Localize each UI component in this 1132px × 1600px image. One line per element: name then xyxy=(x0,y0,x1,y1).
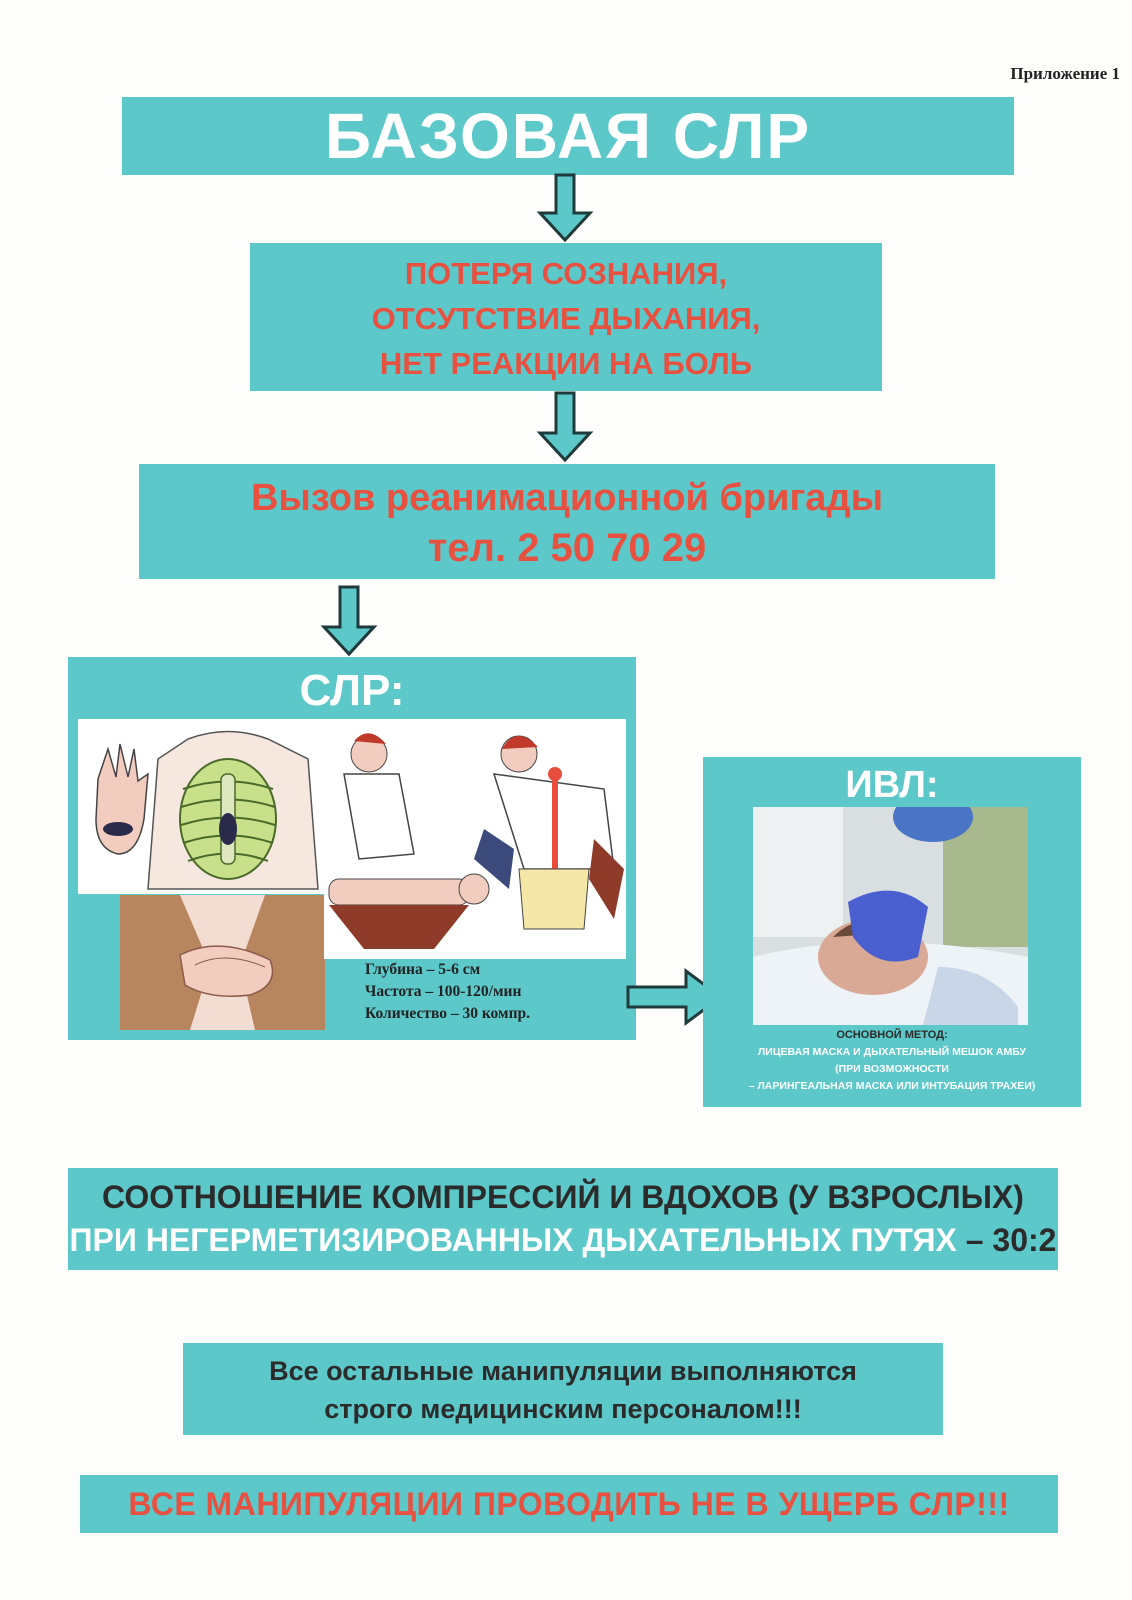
chest-compression-illustration xyxy=(324,719,626,959)
hands-on-chest-illustration xyxy=(120,895,325,1030)
ventilation-caption-line-1: ЛИЦЕВАЯ МАСКА И ДЫХАТЕЛЬНЫЙ МЕШОК АМБУ xyxy=(757,1046,1027,1058)
ventilation-caption xyxy=(703,1027,1081,1095)
call-team-text: Вызов реанимационной бригады xyxy=(250,477,884,519)
ventilation-caption-line-2: (ПРИ ВОЗМОЖНОСТИ xyxy=(835,1063,949,1075)
compression-rate: Частота – 100-120/мин xyxy=(365,983,522,1000)
step-loss-of-consciousness xyxy=(250,243,882,391)
compression-parameters xyxy=(365,959,530,1025)
chest-anatomy-illustration xyxy=(78,719,326,894)
cpr-panel xyxy=(68,657,636,1040)
step-loss-line-3: НЕТ РЕАКЦИИ НА БОЛЬ xyxy=(379,346,753,381)
ventilation-caption-line-3: – ЛАРИНГЕАЛЬНАЯ МАСКА ИЛИ ИНТУБАЦИЯ ТРАХЕИ) xyxy=(748,1080,1036,1092)
compression-depth: Глубина – 5-6 см xyxy=(365,961,481,978)
cpr-title: СЛР: xyxy=(299,666,405,715)
ratio-condition: ПРИ НЕГЕРМЕТИЗИРОВАННЫХ ДЫХАТЕЛЬНЫХ ПУТЯХ xyxy=(69,1222,957,1258)
down-arrow-icon xyxy=(536,391,594,463)
ratio-value: – 30:2 xyxy=(956,1222,1057,1258)
ventilation-caption-head: ОСНОВНОЙ МЕТОД: xyxy=(836,1029,948,1041)
compression-count: Количество – 30 компр. xyxy=(365,1005,530,1022)
medical-staff-note-line-1: Все остальные манипуляции выполняются xyxy=(269,1356,857,1386)
call-team-phone: тел. 2 50 70 29 xyxy=(427,526,707,570)
down-arrow-icon xyxy=(320,585,378,657)
ventilation-title: ИВЛ: xyxy=(845,764,939,806)
bag-valve-mask-photo xyxy=(753,807,1028,1025)
annex-label: Приложение 1 xyxy=(1010,64,1120,83)
medical-staff-note-line-2: строго медицинским персоналом!!! xyxy=(324,1394,802,1424)
down-arrow-icon xyxy=(536,173,594,243)
step-call-resuscitation-team xyxy=(139,464,995,579)
page-title: БАЗОВАЯ СЛР xyxy=(122,97,1014,175)
ratio-line-2 xyxy=(68,1218,1058,1262)
compression-ventilation-ratio xyxy=(68,1168,1058,1270)
ventilation-panel xyxy=(703,757,1081,1107)
step-loss-line-1: ПОТЕРЯ СОЗНАНИЯ, xyxy=(404,256,728,291)
final-warning: ВСЕ МАНИПУЛЯЦИИ ПРОВОДИТЬ НЕ В УЩЕРБ СЛР!!! xyxy=(80,1475,1058,1533)
ratio-line-1: СООТНОШЕНИЕ КОМПРЕССИЙ И ВДОХОВ (У ВЗРОСЛЫХ) xyxy=(102,1179,1024,1215)
medical-staff-note xyxy=(183,1343,943,1435)
step-loss-line-2: ОТСУТСТВИЕ ДЫХАНИЯ, xyxy=(371,301,761,336)
